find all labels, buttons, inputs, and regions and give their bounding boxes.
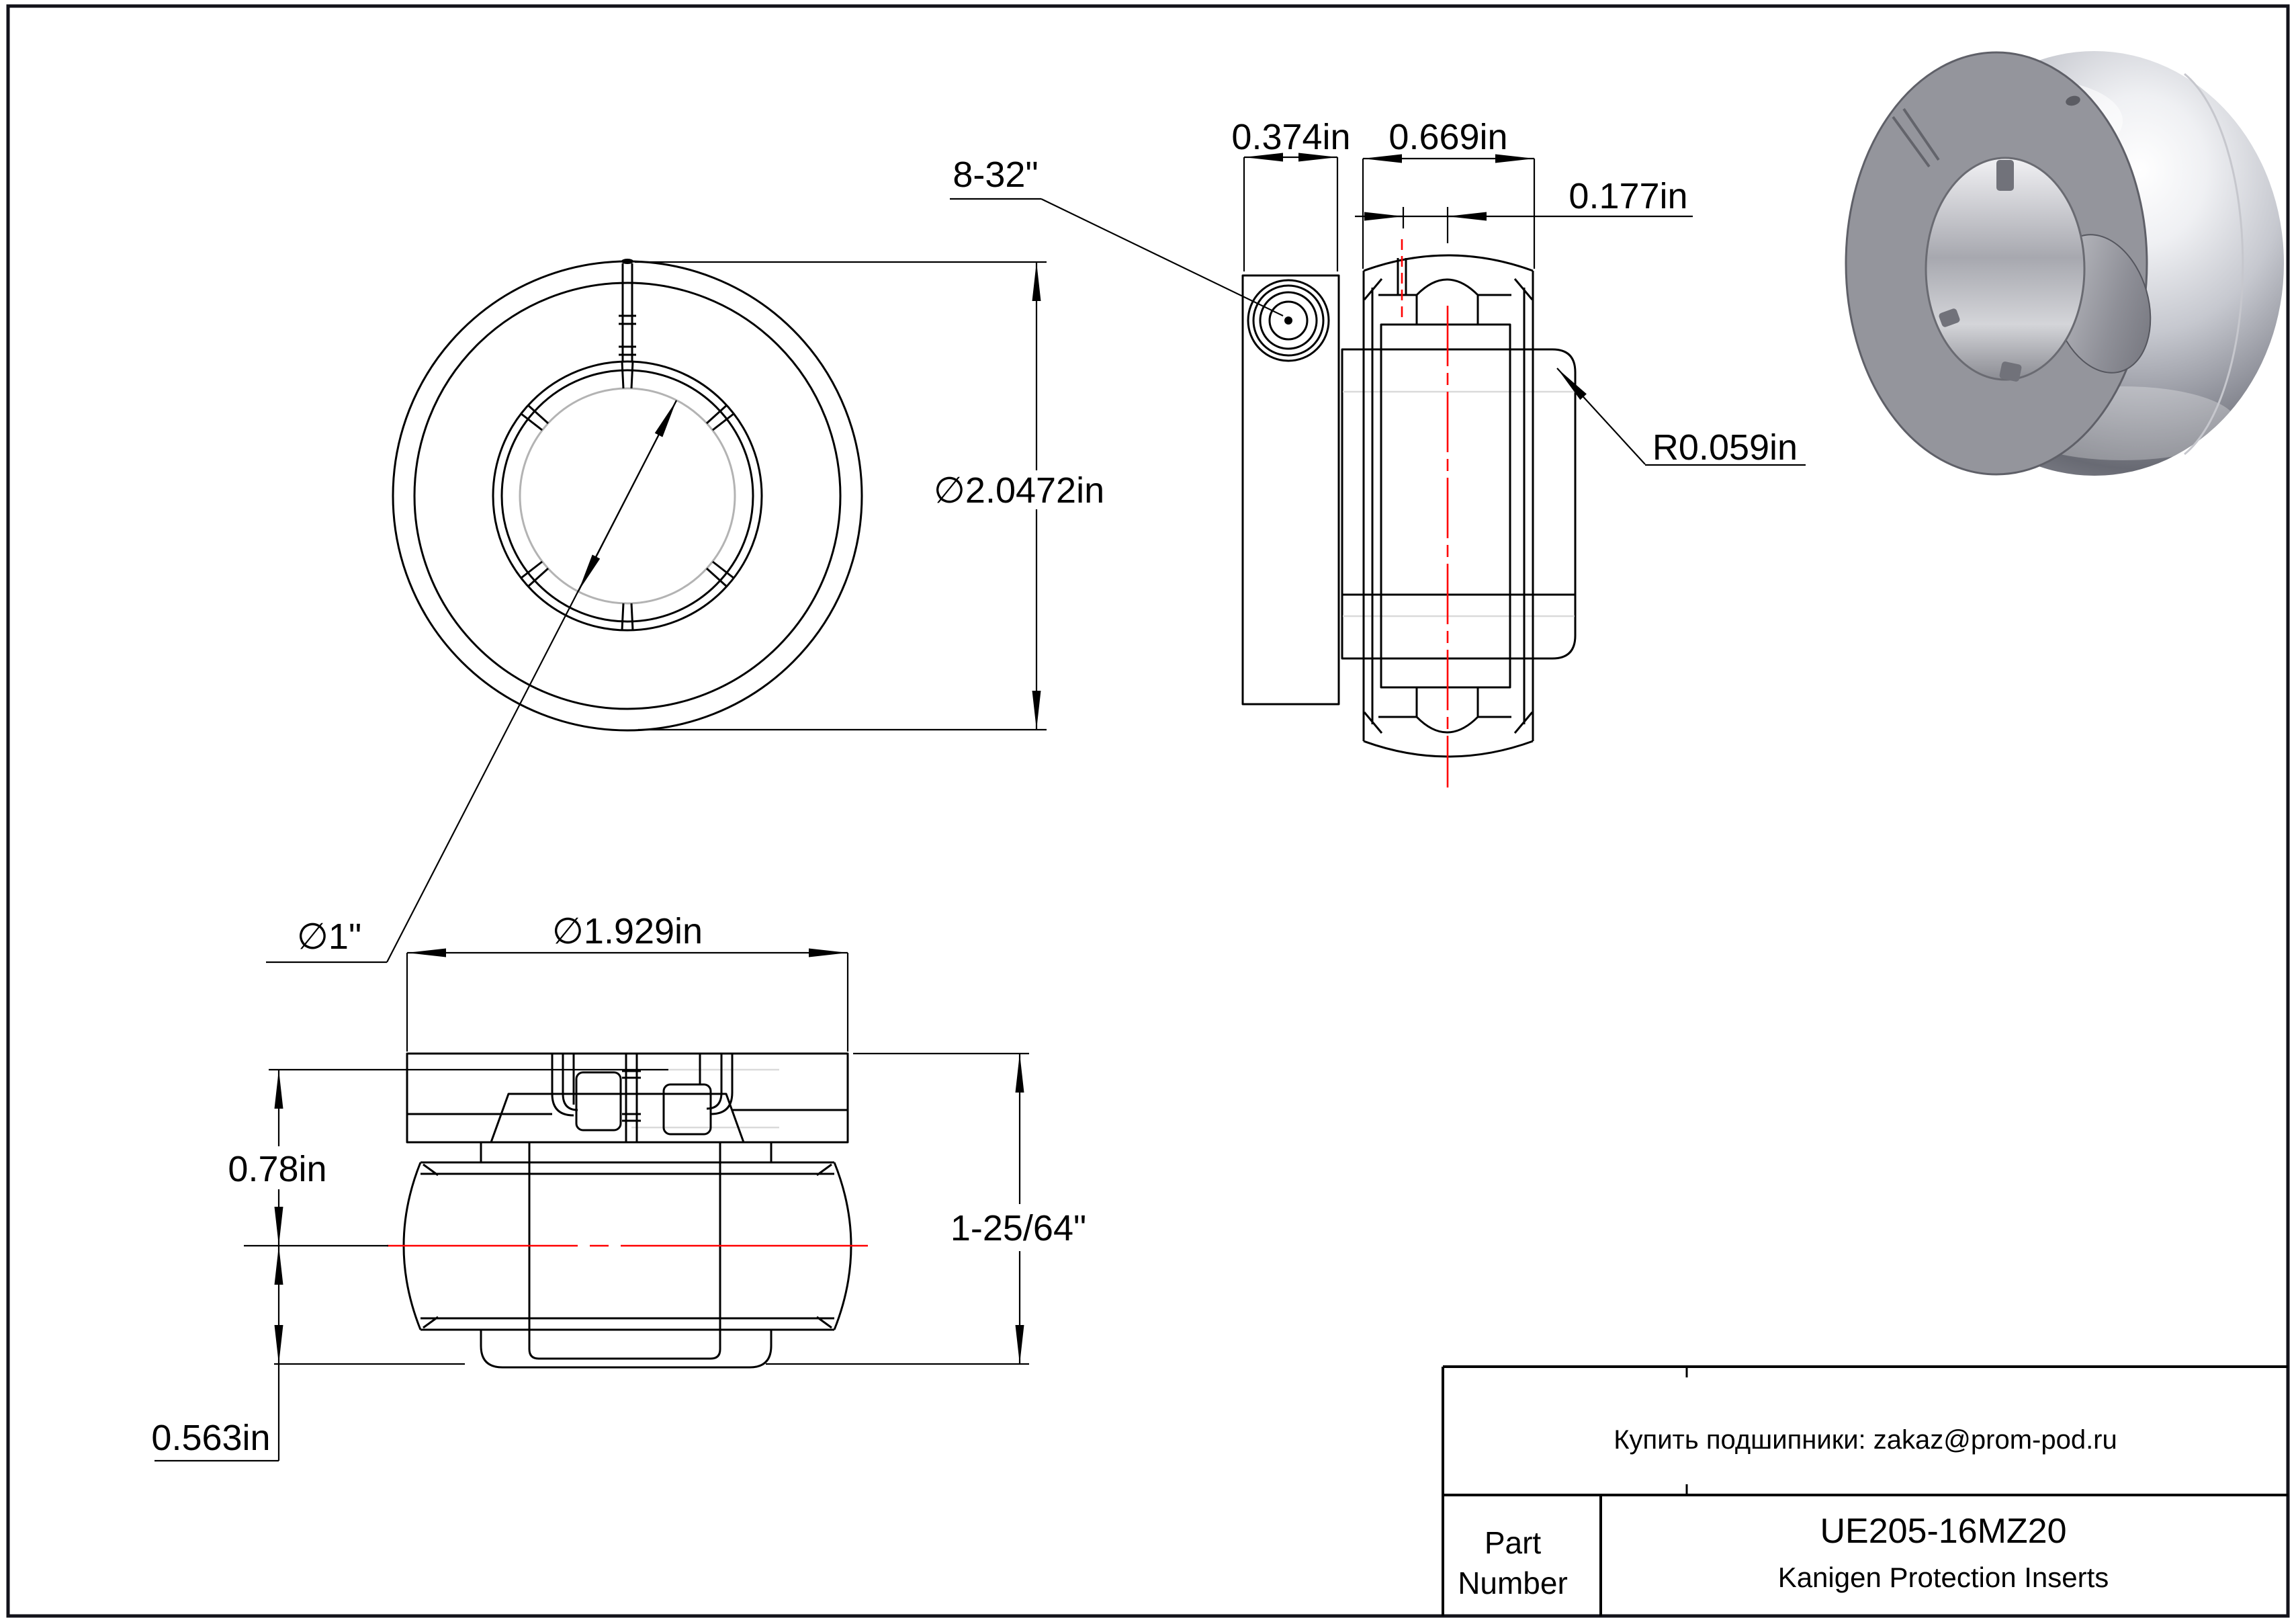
shoulder-lines xyxy=(1378,295,1511,717)
sleeve-outer xyxy=(481,1330,771,1367)
neck-rect xyxy=(481,1142,771,1162)
render-3d xyxy=(1846,51,2284,476)
set-screw-center-dot xyxy=(1284,316,1292,325)
fillet-leader-line xyxy=(1557,368,1645,464)
hub-slot xyxy=(622,361,623,388)
part-description: Kanigen Protection Inserts xyxy=(1777,1562,2109,1593)
collar-width-label: 0.374in xyxy=(1231,117,1351,157)
part-number-heading-line2: Number xyxy=(1458,1566,1568,1600)
contact-note: Купить подшипники: zakaz@prom-pod.ru xyxy=(1614,1425,2117,1455)
render-bore-notch xyxy=(1996,160,2014,191)
fillet-radius-label: R0.059in xyxy=(1652,427,1798,468)
bore-diameter-label: ∅1" xyxy=(296,916,362,957)
flange-slit-ticks xyxy=(622,1071,641,1121)
center-to-bottom-label: 0.563in xyxy=(151,1418,271,1458)
part-number-value: UE205-16MZ20 xyxy=(1820,1512,2067,1551)
part-number-heading-line1: Part xyxy=(1484,1525,1542,1560)
center-to-top-label: 0.78in xyxy=(228,1149,327,1189)
bore-arrow-lower xyxy=(578,496,627,591)
outer-band xyxy=(1342,349,1575,658)
flange-slit xyxy=(626,1054,637,1142)
outer-diameter-label: ∅2.0472in xyxy=(933,470,1105,511)
set-screw-hole-top-mark xyxy=(621,259,633,264)
bore-sleeve xyxy=(1381,325,1510,687)
set-screw-thread-label: 8-32" xyxy=(953,155,1039,195)
title-block xyxy=(1443,1367,2288,1616)
flange-rect xyxy=(407,1054,848,1142)
render-bore xyxy=(1926,158,2084,380)
overall-height-label: 1-25/64" xyxy=(950,1208,1087,1248)
set-screw-offset-label: 0.177in xyxy=(1569,176,1688,216)
hub-slot xyxy=(631,603,633,630)
flange-diameter-label: ∅1.929in xyxy=(551,911,703,951)
bore-arrow-upper xyxy=(627,400,676,496)
boss-detail xyxy=(707,1054,721,1109)
hub-slot xyxy=(622,603,623,630)
hub-slot xyxy=(631,361,633,388)
thread-leader-line xyxy=(1041,199,1283,316)
boss-detail xyxy=(576,1072,621,1130)
front-view xyxy=(266,155,1283,962)
bottom-view xyxy=(151,911,1086,1461)
side-view xyxy=(1231,117,1806,787)
body-width-label: 0.669in xyxy=(1388,117,1508,157)
